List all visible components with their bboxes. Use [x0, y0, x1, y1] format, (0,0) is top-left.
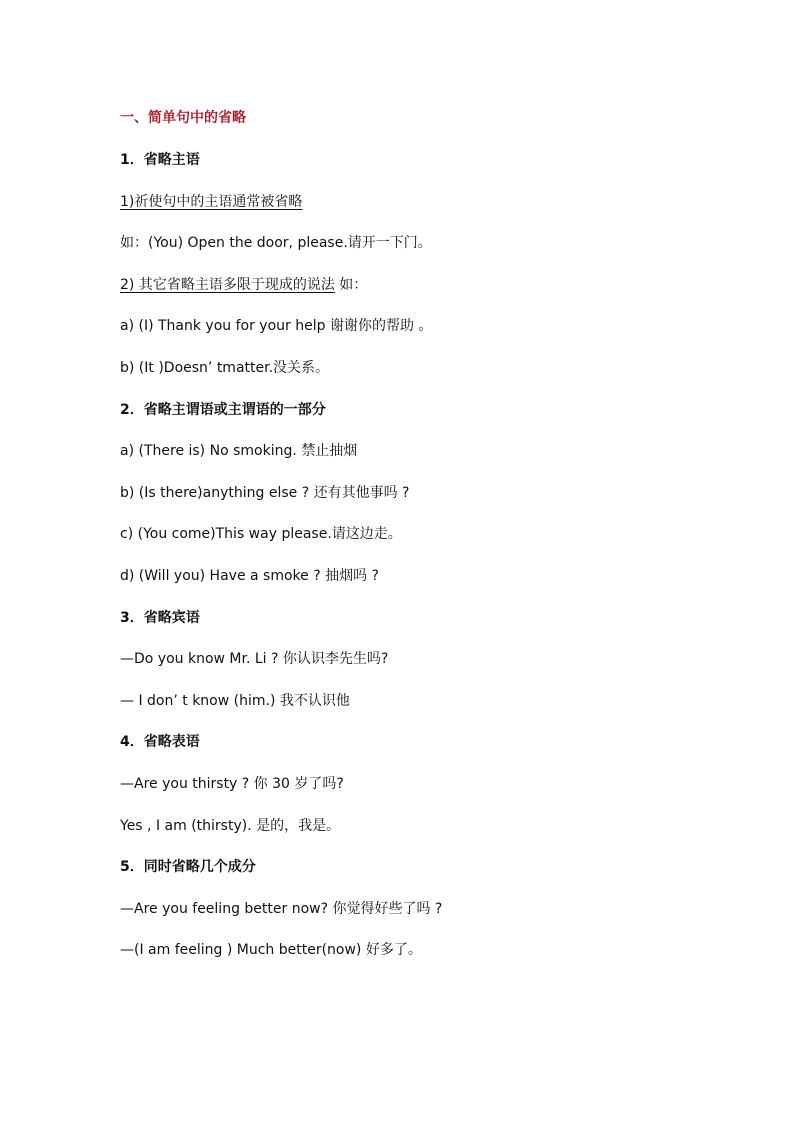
dialog-much-better: —(I am feeling ) Much better(now) 好多了。 [120, 942, 422, 958]
example-doesnt-matter: b) (It )Doesn’ tmatter.没关系。 [120, 360, 330, 376]
example-no-smoking: a) (There is) No smoking. 禁止抽烟 [120, 443, 358, 459]
example-have-smoke: d) (Will you) Have a smoke ? 抽烟吗 ? [120, 568, 379, 584]
point-other-subject-text: 2) 其它省略主语多限于现成的说法 [120, 277, 335, 293]
example-anything-else: b) (Is there)anything else ? 还有其他事吗 ? [120, 485, 410, 501]
heading-omit-several: 5．同时省略几个成分 [120, 859, 256, 875]
point-imperative-subject: 1)祈使句中的主语通常被省略 [120, 194, 303, 210]
example-thank-you: a) (I) Thank you for your help 谢谢你的帮助 。 [120, 318, 433, 334]
example-this-way: c) (You come)This way please.请这边走。 [120, 526, 402, 542]
dialog-thirsty: —Are you thirsty ? 你 30 岁了吗? [120, 776, 344, 792]
example-open-door: 如：(You) Open the door, please.请开一下门。 [120, 235, 432, 251]
heading-omit-predicative: 4．省略表语 [120, 734, 200, 750]
dialog-feeling-better: —Are you feeling better now? 你觉得好些了吗 ? [120, 901, 443, 917]
section-title: 一、简单句中的省略 [120, 110, 246, 126]
heading-omit-subject: 1．省略主语 [120, 152, 200, 168]
point-other-subject [120, 276, 367, 294]
dialog-yes-thirsty: Yes , I am (thirsty). 是的，我是。 [120, 818, 341, 834]
dialog-dont-know: — I don’ t know (him.) 我不认识他 [120, 693, 350, 709]
heading-omit-object: 3．省略宾语 [120, 610, 200, 626]
point-other-subject-tail: 如： [334, 277, 368, 293]
heading-omit-subject-predicate: 2．省略主谓语或主谓语的一部分 [120, 402, 326, 418]
dialog-know-mr-li: —Do you know Mr. Li ? 你认识李先生吗? [120, 651, 389, 667]
